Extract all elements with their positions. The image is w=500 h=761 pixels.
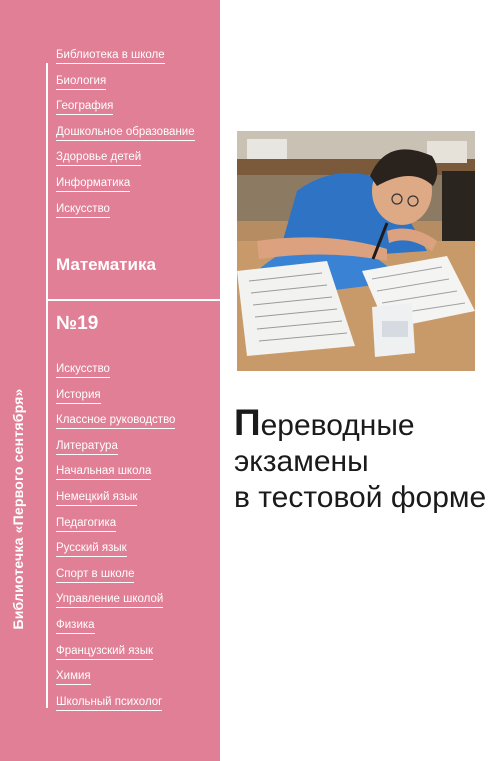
title-line-1-text: ереводные — [260, 409, 415, 442]
subject-item: Искусство — [56, 203, 195, 229]
cover-photo — [237, 131, 475, 371]
subject-item: Литература — [56, 440, 175, 466]
series-title-text: Библиотечка «Первого сентября» — [10, 388, 26, 630]
series-title-vertical — [9, 309, 27, 709]
subject-item: Немецкий язык — [56, 491, 175, 517]
subject-list-top — [56, 49, 195, 228]
subject-item: История — [56, 389, 175, 415]
book-title — [234, 402, 494, 516]
subject-item: Искусство — [56, 363, 175, 389]
featured-subject: Математика — [56, 255, 156, 274]
subject-item: Здоровье детей — [56, 151, 195, 177]
subject-item: Управление школой — [56, 593, 175, 619]
title-line-1 — [234, 402, 494, 444]
subject-item: Информатика — [56, 177, 195, 203]
divider-horizontal — [46, 299, 220, 301]
subject-item: Библиотека в школе — [56, 49, 195, 75]
title-dropcap: П — [234, 402, 261, 443]
title-line-2: экзамены — [234, 445, 369, 478]
subject-item: Дошкольное образование — [56, 126, 195, 152]
subject-item: Начальная школа — [56, 465, 175, 491]
series-sidebar — [0, 0, 220, 761]
subject-item: Классное руководство — [56, 414, 175, 440]
subject-item: Спорт в школе — [56, 568, 175, 594]
subject-item: Французский язык — [56, 645, 175, 671]
subject-item: Русский язык — [56, 542, 175, 568]
student-exam-illustration — [237, 131, 475, 371]
subject-list-bottom — [56, 363, 175, 721]
subject-item: Химия — [56, 670, 175, 696]
subject-item: География — [56, 100, 195, 126]
subject-item: Физика — [56, 619, 175, 645]
divider-vertical-bottom — [46, 301, 48, 708]
divider-vertical-top — [46, 63, 48, 299]
subject-item: Педагогика — [56, 517, 175, 543]
subject-item: Биология — [56, 75, 195, 101]
subject-item: Школьный психолог — [56, 696, 175, 722]
title-line-3: в тестовой форме — [234, 481, 487, 514]
issue-number: №19 — [56, 313, 99, 334]
